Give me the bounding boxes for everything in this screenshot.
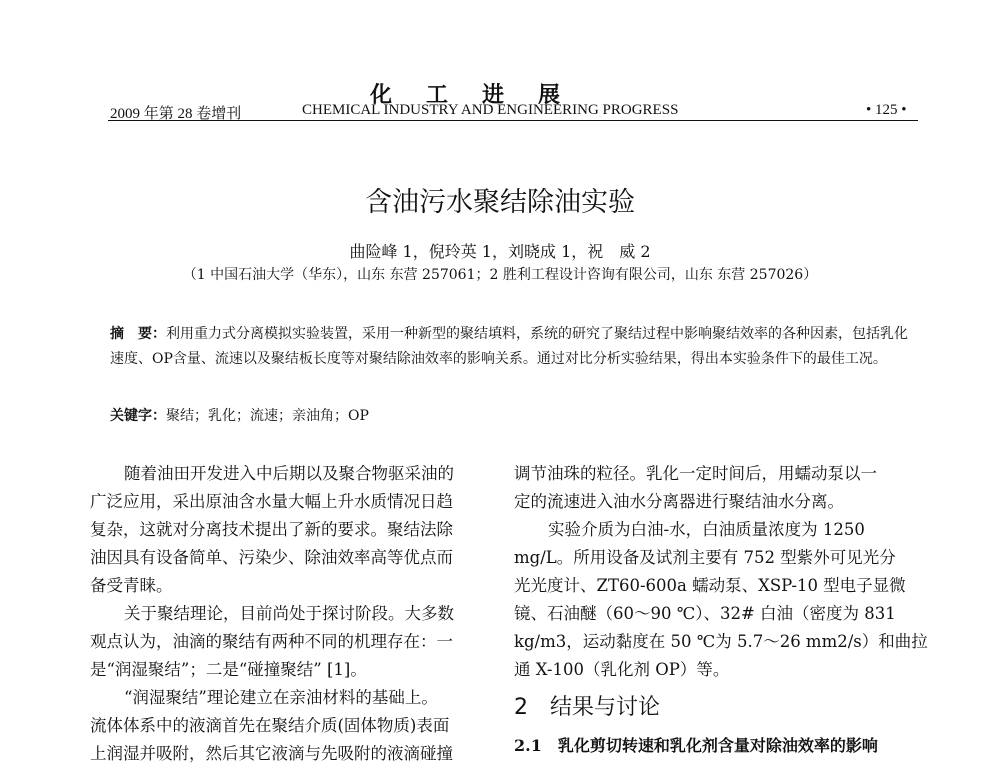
- text-line: 镜、石油醚（60～90 ℃）、32# 白油（密度为 831: [514, 604, 896, 623]
- journal-title-cn: 化工进展: [370, 82, 595, 108]
- abstract-label: 摘 要：: [110, 326, 166, 342]
- author-list: 曲险峰 1，倪玲英 1，刘晓成 1，祝 威 2: [349, 242, 651, 261]
- affiliations: （1 中国石油大学（华东），山东 东营 257061；2 胜利工程设计咨询有限公司，山东 东营 257026）: [182, 267, 818, 283]
- text-line: 调节油珠的粒径。乳化一定时间后，用蠕动泵以一: [514, 464, 877, 483]
- page-number: • 125 •: [866, 102, 907, 118]
- journal-title-en: CHEMICAL INDUSTRY AND ENGINEERING PROGRESS: [302, 102, 679, 118]
- text-line: mg/L。所用设备及试剂主要有 752 型紫外可见光分: [514, 548, 896, 567]
- text-line: 是“润湿聚结”；二是“碰撞聚结” [1]。: [90, 660, 367, 679]
- text-line: 观点认为，油滴的聚结有两种不同的机理存在：一: [90, 632, 453, 651]
- text-line: 定的流速进入油水分离器进行聚结油水分离。: [514, 492, 844, 511]
- text-line: 备受青睐。: [90, 576, 173, 595]
- issue-info: 2009 年第 28 卷增刊: [110, 106, 242, 122]
- body-column-right: [514, 460, 928, 760]
- text-line: 光光度计、ZT60-600a 蠕动泵、XSP-10 型电子显微: [514, 576, 906, 595]
- text-line: kg/m3，运动黏度在 50 ℃为 5.7～26 mm2/s）和曲拉: [514, 632, 928, 651]
- text-line: 随着油田开发进入中后期以及聚合物驱采油的: [124, 464, 454, 483]
- text-line: 广泛应用，采出原油含水量大幅上升水质情况日趋: [90, 492, 453, 511]
- keywords-label: 关键字：: [110, 408, 166, 424]
- header-rule: [108, 120, 918, 121]
- abstract-text: 利用重力式分离模拟实验装置，采用一种新型的聚结填料，系统的研究了聚结过程中影响聚结效率的各种因素，包括乳化速度、OP含量、流速以及聚结板长度等对聚结除油效率的影响关系。通过对比分析实验结果，得出本实验条件下的最佳工况。: [110, 326, 908, 367]
- text-line: 关于聚结理论，目前尚处于探讨阶段。大多数: [124, 604, 454, 623]
- article-title: 含油污水聚结除油实验: [365, 187, 635, 218]
- subsection-heading: 2.1 乳化剪切转速和乳化剂含量对除油效率的影响: [514, 736, 878, 755]
- text-line: 复杂，这就对分离技术提出了新的要求。聚结法除: [90, 520, 453, 539]
- keywords: [110, 405, 369, 425]
- text-line: 流体体系中的液滴首先在聚结介质(固体物质)表面: [90, 716, 450, 735]
- abstract: [110, 322, 910, 372]
- section-heading: 2 结果与讨论: [514, 695, 660, 720]
- keywords-text: 聚结；乳化；流速；亲油角；OP: [166, 408, 369, 424]
- text-line: 油因具有设备简单、污染少、除油效率高等优点而: [90, 548, 453, 567]
- text-line: 实验介质为白油-水，白油质量浓度为 1250: [548, 520, 865, 539]
- text-line: 上润湿并吸附，然后其它液滴与先吸附的液滴碰撞: [90, 744, 453, 763]
- body-column-left: [90, 460, 490, 768]
- text-line: 通 X-100（乳化剂 OP）等。: [514, 660, 730, 679]
- text-line: “润湿聚结”理论建立在亲油材料的基础上。: [124, 688, 438, 707]
